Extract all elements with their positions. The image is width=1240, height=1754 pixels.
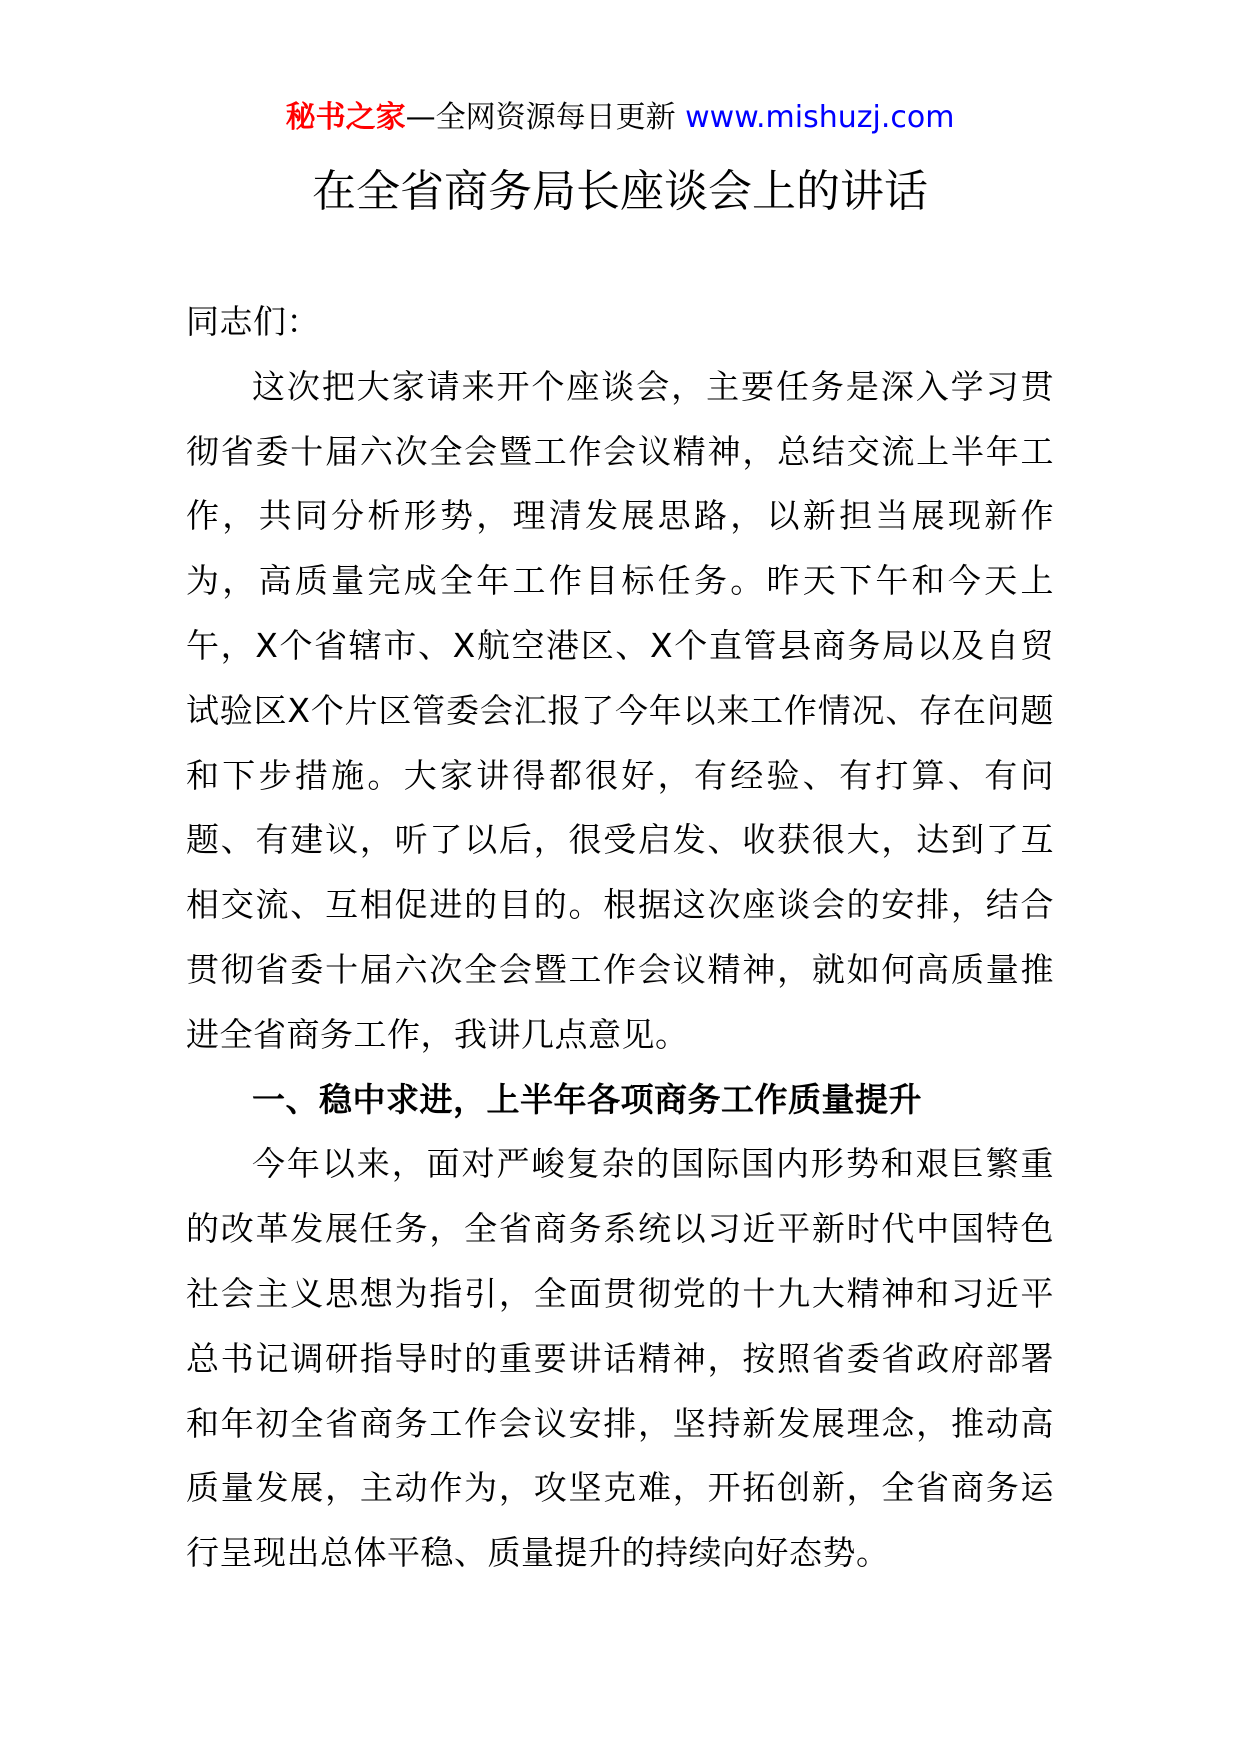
section-paragraph-1: 今年以来，面对严峻复杂的国际国内形势和艰巨繁重的改革发展任务，全省商务系统以习近平新时代中国特色社会主义思想为指引，全面贯彻党的十九大精神和习近平总书记调研指导时的重要讲话精神，按照省委省政府部署和年初全省商务工作会议安排，坚持新发展理念，推动高质量发展，主动作为，攻坚克难，开拓创新，全省商务运行呈现出总体平稳、质量提升的持续向好态势。 bbox=[186, 1144, 1054, 1573]
section-heading-1: 一、稳中求进，上半年各项商务工作质量提升 bbox=[252, 1079, 922, 1119]
site-header bbox=[0, 98, 1240, 138]
document-title: 在全省商务局长座谈会上的讲话 bbox=[312, 166, 928, 217]
salutation: 同志们： bbox=[186, 302, 320, 341]
site-tagline: —全网资源每日更新 bbox=[405, 100, 676, 135]
site-url-link[interactable]: www.mishuzj.com bbox=[685, 100, 955, 135]
intro-paragraph: 这次把大家请来开个座谈会，主要任务是深入学习贯彻省委十届六次全会暨工作会议精神，总结交流上半年工作，共同分析形势，理清发展思路，以新担当展现新作为，高质量完成全年工作目标任务。昨天下午和今天上午，X个省辖市、X航空港区、X个直管县商务局以及自贸试验区X个片区管委会汇报了今年以来工作情况、存在问题和下步措施。大家讲得都很好，有经验、有打算、有问题、有建议，听了以后，很受启发、收获很大，达到了互相交流、互相促进的目的。根据这次座谈会的安排，结合贯彻省委十届六次全会暨工作会议精神，就如何高质量推进全省商务工作，我讲几点意见。 bbox=[186, 366, 1054, 1054]
site-brand: 秘书之家 bbox=[285, 100, 406, 135]
document-body bbox=[186, 290, 1054, 1586]
